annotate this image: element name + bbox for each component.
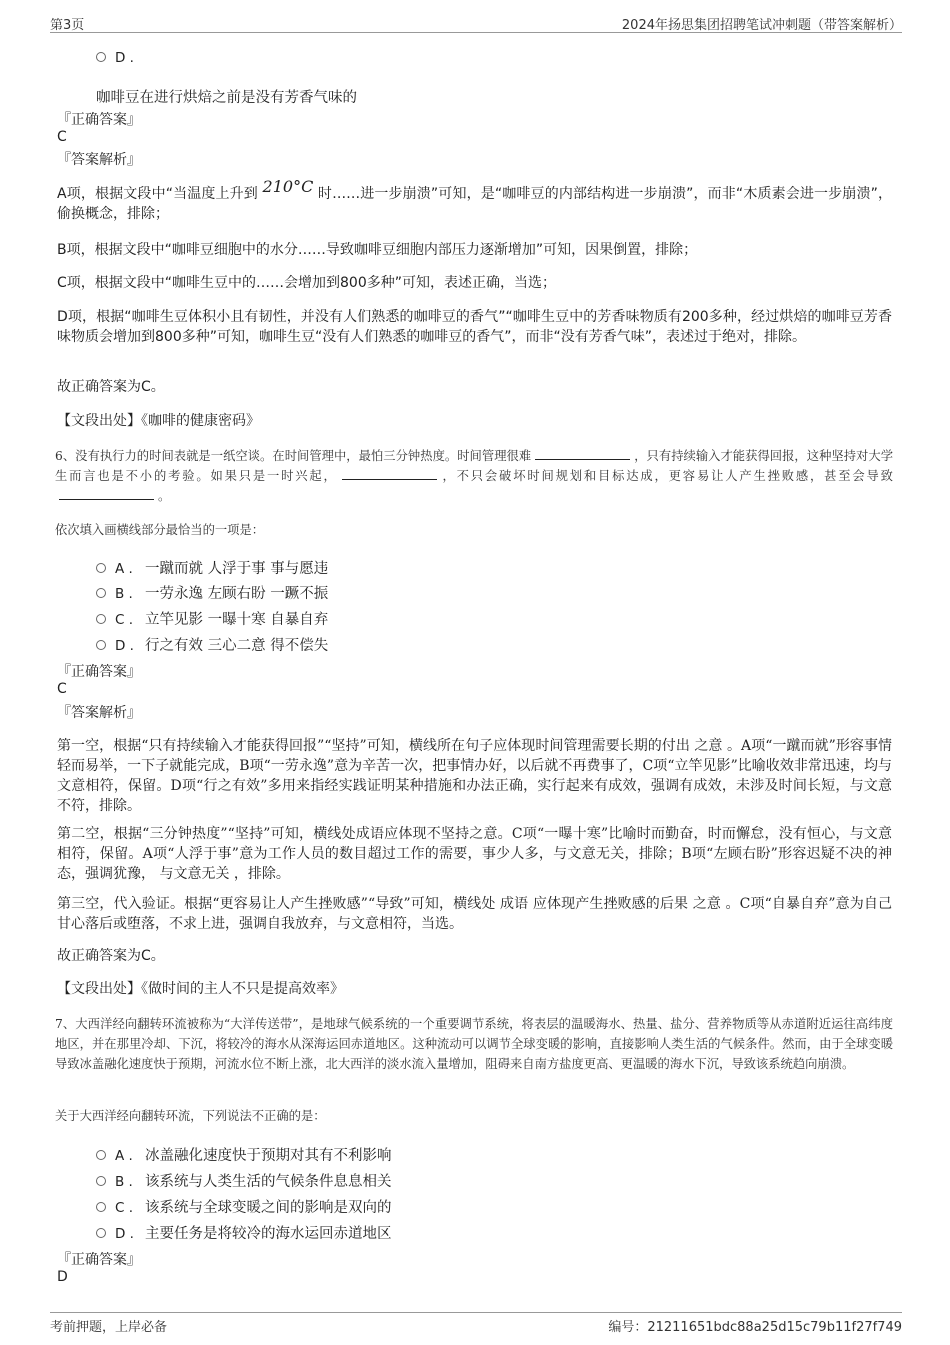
q5-option-d[interactable] bbox=[96, 50, 145, 66]
q7-option-b[interactable]: B . 该系统与人类生活的气候条件息息相关 bbox=[96, 1170, 392, 1191]
q6-option-c[interactable]: C . 立竿见影 一曝十寒 自暴自弃 bbox=[96, 608, 328, 629]
radio-icon[interactable] bbox=[96, 52, 106, 62]
radio-icon[interactable] bbox=[96, 1228, 106, 1238]
footer-serial: 编号：21211651bdc88a25d15c79b11f27f749 bbox=[608, 1320, 902, 1335]
option-text: 一蹴而就 人浮于事 事与愿违 bbox=[145, 561, 329, 577]
q5-source: 【文段出处】《咖啡的健康密码》 bbox=[57, 413, 260, 429]
radio-icon[interactable] bbox=[96, 1176, 106, 1186]
q6-option-b[interactable]: B . 一劳永逸 左顾右盼 一蹶不振 bbox=[96, 582, 328, 603]
q7-option-a[interactable]: A . 冰盖融化速度快于预期对其有不利影响 bbox=[96, 1144, 392, 1165]
q7-answer: D bbox=[57, 1269, 68, 1285]
temperature-formula: 210°C bbox=[262, 177, 314, 196]
blank-1[interactable] bbox=[535, 447, 630, 460]
q5-analysis-d: D项，根据“咖啡生豆体积小且有韧性，并没有人们熟悉的咖啡豆的香气”“咖啡生豆中的芳香味物质有200多种，经过烘焙的咖啡豆芳香味物质会增加到800多种”可知，咖啡生豆“没有人们熟悉的咖啡豆的香气”，而非“没有芳香气味”，表述过于绝对，排除。 bbox=[57, 309, 892, 345]
q6-analysis-3: 第三空，代入验证。根据“更容易让人产生挫败感”“导致”可知，横线处 成语 应体现产生挫败感的后果 之意 。C项“自暴自弃”意为自己甘心落后或堕落，不求上进，强调自我放弃，与文意相符，当选。 bbox=[57, 896, 892, 932]
q7-option-d[interactable]: D . 主要任务是将较冷的海水运回赤道地区 bbox=[96, 1222, 392, 1243]
option-letter: D . bbox=[115, 50, 134, 66]
q6-option-d[interactable]: D . 行之有效 三心二意 得不偿失 bbox=[96, 634, 328, 655]
document-title: 2024年扬思集团招聘笔试冲刺题（带答案解析） bbox=[621, 18, 902, 33]
q7-answer-label: 『正确答案』 bbox=[57, 1252, 141, 1268]
radio-icon[interactable] bbox=[96, 614, 106, 624]
q7-prompt: 关于大西洋经向翻转环流，下列说法不正确的是： bbox=[55, 1109, 326, 1123]
radio-icon[interactable] bbox=[96, 588, 106, 598]
q5-option-d-text: 咖啡豆在进行烘焙之前是没有芳香气味的 bbox=[96, 90, 357, 106]
page-number: 第3页 bbox=[50, 18, 85, 33]
q5-conclusion: 故正确答案为C。 bbox=[57, 379, 165, 395]
option-text: 一劳永逸 左顾右盼 一蹶不振 bbox=[145, 586, 329, 602]
q6-option-a[interactable]: A . 一蹴而就 人浮于事 事与愿违 bbox=[96, 557, 328, 578]
radio-icon[interactable] bbox=[96, 1150, 106, 1160]
q5-analysis-c: C项，根据文段中“咖啡生豆中的……会增加到800多种”可知，表述正确，当选； bbox=[57, 275, 557, 291]
q5-analysis-b: B项，根据文段中“咖啡豆细胞中的水分……导致咖啡豆细胞内部压力逐渐增加”可知，因果倒置，排除； bbox=[57, 242, 698, 258]
option-text: 该系统与人类生活的气候条件息息相关 bbox=[145, 1174, 392, 1190]
radio-icon[interactable] bbox=[96, 563, 106, 573]
option-text: 行之有效 三心二意 得不偿失 bbox=[145, 638, 329, 654]
q6-source: 【文段出处】《做时间的主人不只是提高效率》 bbox=[57, 981, 344, 997]
blank-3[interactable] bbox=[59, 487, 154, 500]
q6-question-text: 6、没有执行力的时间表就是一纸空谈。在时间管理中，最怕三分钟热度。时间管理很难 ，只有持续输入才能获得回报，这种坚持对大学生而言也是不小的考验。如果只是一时兴起， ，不只会破坏时间规划和目标达成，更容易让人产生挫败感，甚至会导致。 bbox=[55, 449, 893, 503]
option-text: 该系统与全球变暖之间的影响是双向的 bbox=[145, 1200, 392, 1216]
q6-analysis-label: 『答案解析』 bbox=[57, 705, 141, 721]
option-text: 冰盖融化速度快于预期对其有不利影响 bbox=[145, 1148, 392, 1164]
q6-prompt: 依次填入画横线部分最恰当的一项是： bbox=[55, 523, 265, 537]
footer-slogan: 考前押题，上岸必备 bbox=[50, 1320, 168, 1335]
radio-icon[interactable] bbox=[96, 1202, 106, 1212]
q6-conclusion: 故正确答案为C。 bbox=[57, 948, 165, 964]
radio-icon[interactable] bbox=[96, 640, 106, 650]
q5-answer-label: 『正确答案』 bbox=[57, 112, 141, 128]
option-text: 主要任务是将较冷的海水运回赤道地区 bbox=[145, 1226, 392, 1242]
q7-question-text: 7、大西洋经向翻转环流被称为“大洋传送带”，是地球气候系统的一个重要调节系统，将表层的温暖海水、热量、盐分、营养物质等从赤道附近运往高纬度地区，并在那里冷却、下沉，将较冷的海水从深海运回赤道地区。这种流动可以调节全球变暖的影响，直接影响人类生活的气候条件。然而，由于全球变暖导致冰盖融化速度快于预期，河流水位不断上涨，北大西洋的淡水流入量增加，阻碍来自南方盐度更高、更温暖的海水下沉，导致该系统趋向崩溃。 bbox=[55, 1017, 893, 1071]
page-header bbox=[50, 14, 902, 33]
q5-analysis-a: A项，根据文段中“当温度上升到 210°C 时……进一步崩溃”可知，是“咖啡豆的内部结构进一步崩溃”，而非“木质素会进一步崩溃”，偷换概念，排除； bbox=[57, 177, 892, 222]
q5-answer: C bbox=[57, 129, 67, 145]
q6-analysis-1: 第一空，根据“只有持续输入才能获得回报”“坚持”可知，横线所在句子应体现时间管理需要长期的付出 之意 。A项“一蹴而就”形容事情轻而易举，一下子就能完成，B项“一劳永逸”意为辛苦一次，把事情办好，以后就不再费事了，C项“立竿见影”比喻收效非常迅速，均与文意相符，保留。D项“行之有效”多用来指经实践证明某种措施和办法正确，实行起来有成效，强调有成效，未涉及时间长短，与文意不符，排除。 bbox=[57, 738, 892, 814]
page-footer bbox=[50, 1312, 902, 1333]
option-text: 立竿见影 一曝十寒 自暴自弃 bbox=[145, 612, 329, 628]
q5-analysis-label: 『答案解析』 bbox=[57, 152, 141, 168]
q6-answer-label: 『正确答案』 bbox=[57, 664, 141, 680]
blank-2[interactable] bbox=[342, 467, 437, 480]
q7-option-c[interactable]: C . 该系统与全球变暖之间的影响是双向的 bbox=[96, 1196, 392, 1217]
q6-analysis-2: 第二空，根据“三分钟热度”“坚持”可知，横线处成语应体现不坚持之意。C项“一曝十寒”比喻时而勤奋，时而懈怠，没有恒心，与文意相符，保留。A项“人浮于事”意为工作人员的数目超过工作的需要，事少人多，与文意无关，排除；B项“左顾右盼”形容迟疑不决的神态，强调犹豫， 与文意无关 ，排除。 bbox=[57, 826, 892, 882]
q6-answer: C bbox=[57, 681, 67, 697]
